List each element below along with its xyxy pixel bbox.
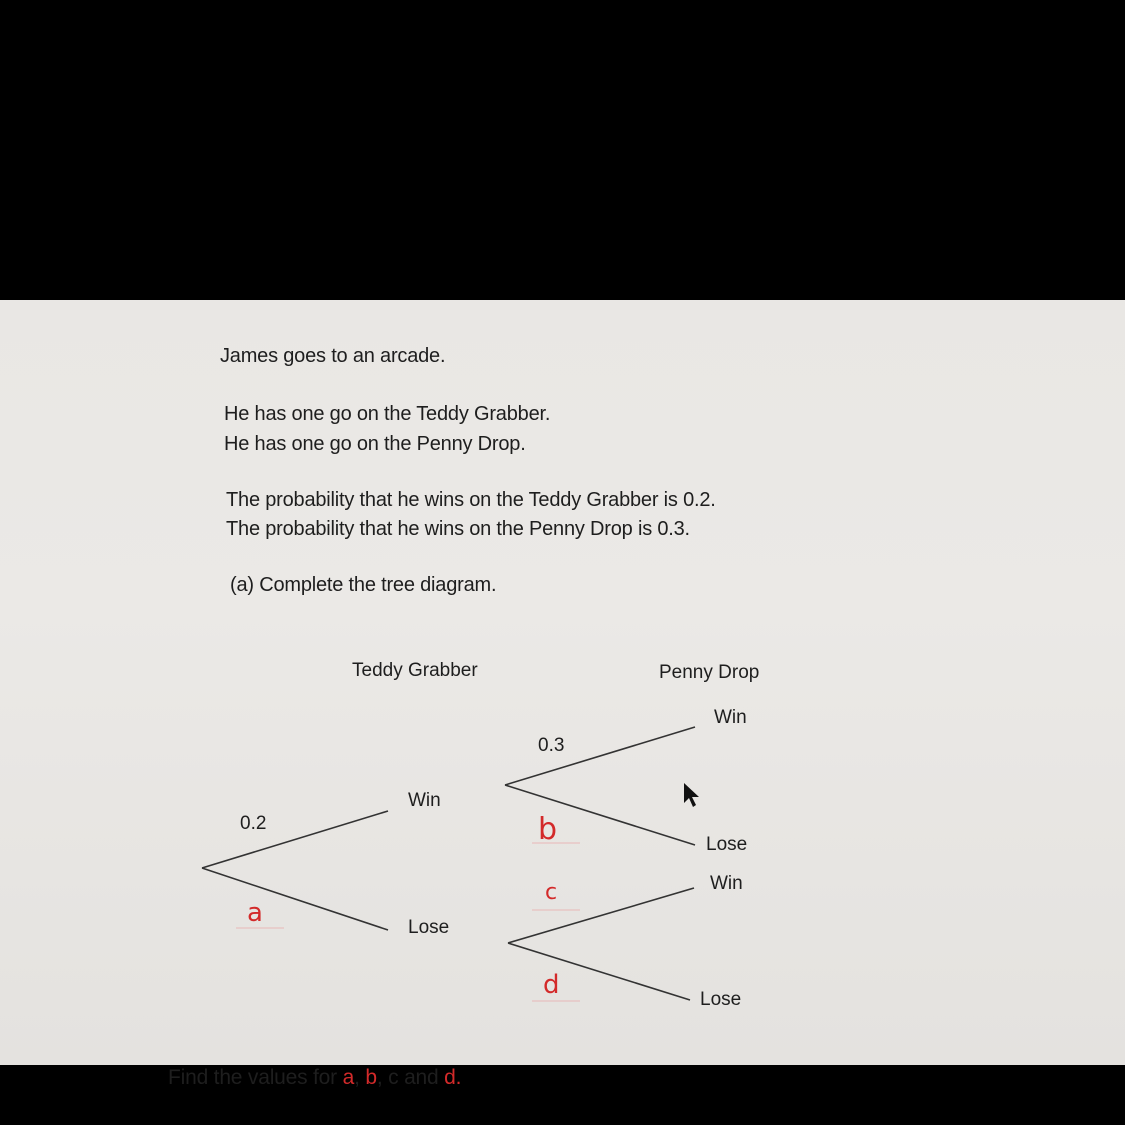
penny-win-probability-1: 0.3 [538, 735, 565, 756]
penny-win-label-2: Win [710, 873, 743, 894]
branch-penny-lose-after-win [505, 785, 695, 845]
branch-penny-lose-after-lose [508, 943, 690, 1000]
penny-lose-probability-1-handwritten: b [538, 812, 558, 847]
teddy-win-probability: 0.2 [240, 813, 267, 834]
penny-lose-label-1: Lose [706, 834, 748, 855]
branch-teddy-win [202, 811, 388, 868]
question-line-3: He has one go on the Penny Drop. [224, 433, 526, 455]
instruction-and: and [398, 1066, 445, 1089]
penny-lose-probability-2-handwritten: d [543, 970, 560, 1000]
instruction-var-a: a [342, 1066, 355, 1089]
mouse-cursor-icon [684, 783, 699, 807]
teddy-lose-label: Lose [408, 917, 450, 938]
heading-penny-drop: Penny Drop [659, 662, 760, 683]
penny-lose-label-2: Lose [700, 989, 742, 1010]
instruction-sep-1: , [354, 1066, 366, 1089]
question-line-4: The probability that he wins on the Teddy Grabber is 0.2. [226, 489, 716, 511]
teddy-win-label: Win [408, 790, 441, 811]
instruction-var-d: d [444, 1066, 456, 1089]
part-a-instruction: (a) Complete the tree diagram. [230, 574, 497, 596]
instruction-prefix: Find the values for [168, 1066, 343, 1089]
instruction-end: . [455, 1066, 462, 1089]
branch-penny-win-after-win [505, 727, 695, 785]
penny-win-label-1: Win [714, 707, 747, 728]
question-line-1: James goes to an arcade. [220, 345, 446, 367]
heading-teddy-grabber: Teddy Grabber [352, 660, 478, 681]
branch-teddy-lose [202, 868, 388, 930]
branch-penny-win-after-lose [508, 888, 694, 943]
question-line-2: He has one go on the Teddy Grabber. [224, 403, 551, 425]
penny-win-probability-2-handwritten: c [545, 880, 558, 905]
instruction-var-c: c [388, 1066, 399, 1089]
question-line-5: The probability that he wins on the Penny Drop is 0.3. [226, 518, 690, 540]
instruction-sep-2: , [376, 1066, 389, 1089]
find-values-instruction [168, 1066, 461, 1090]
teddy-lose-probability-handwritten: a [247, 898, 263, 928]
instruction-var-b: b [365, 1066, 377, 1089]
